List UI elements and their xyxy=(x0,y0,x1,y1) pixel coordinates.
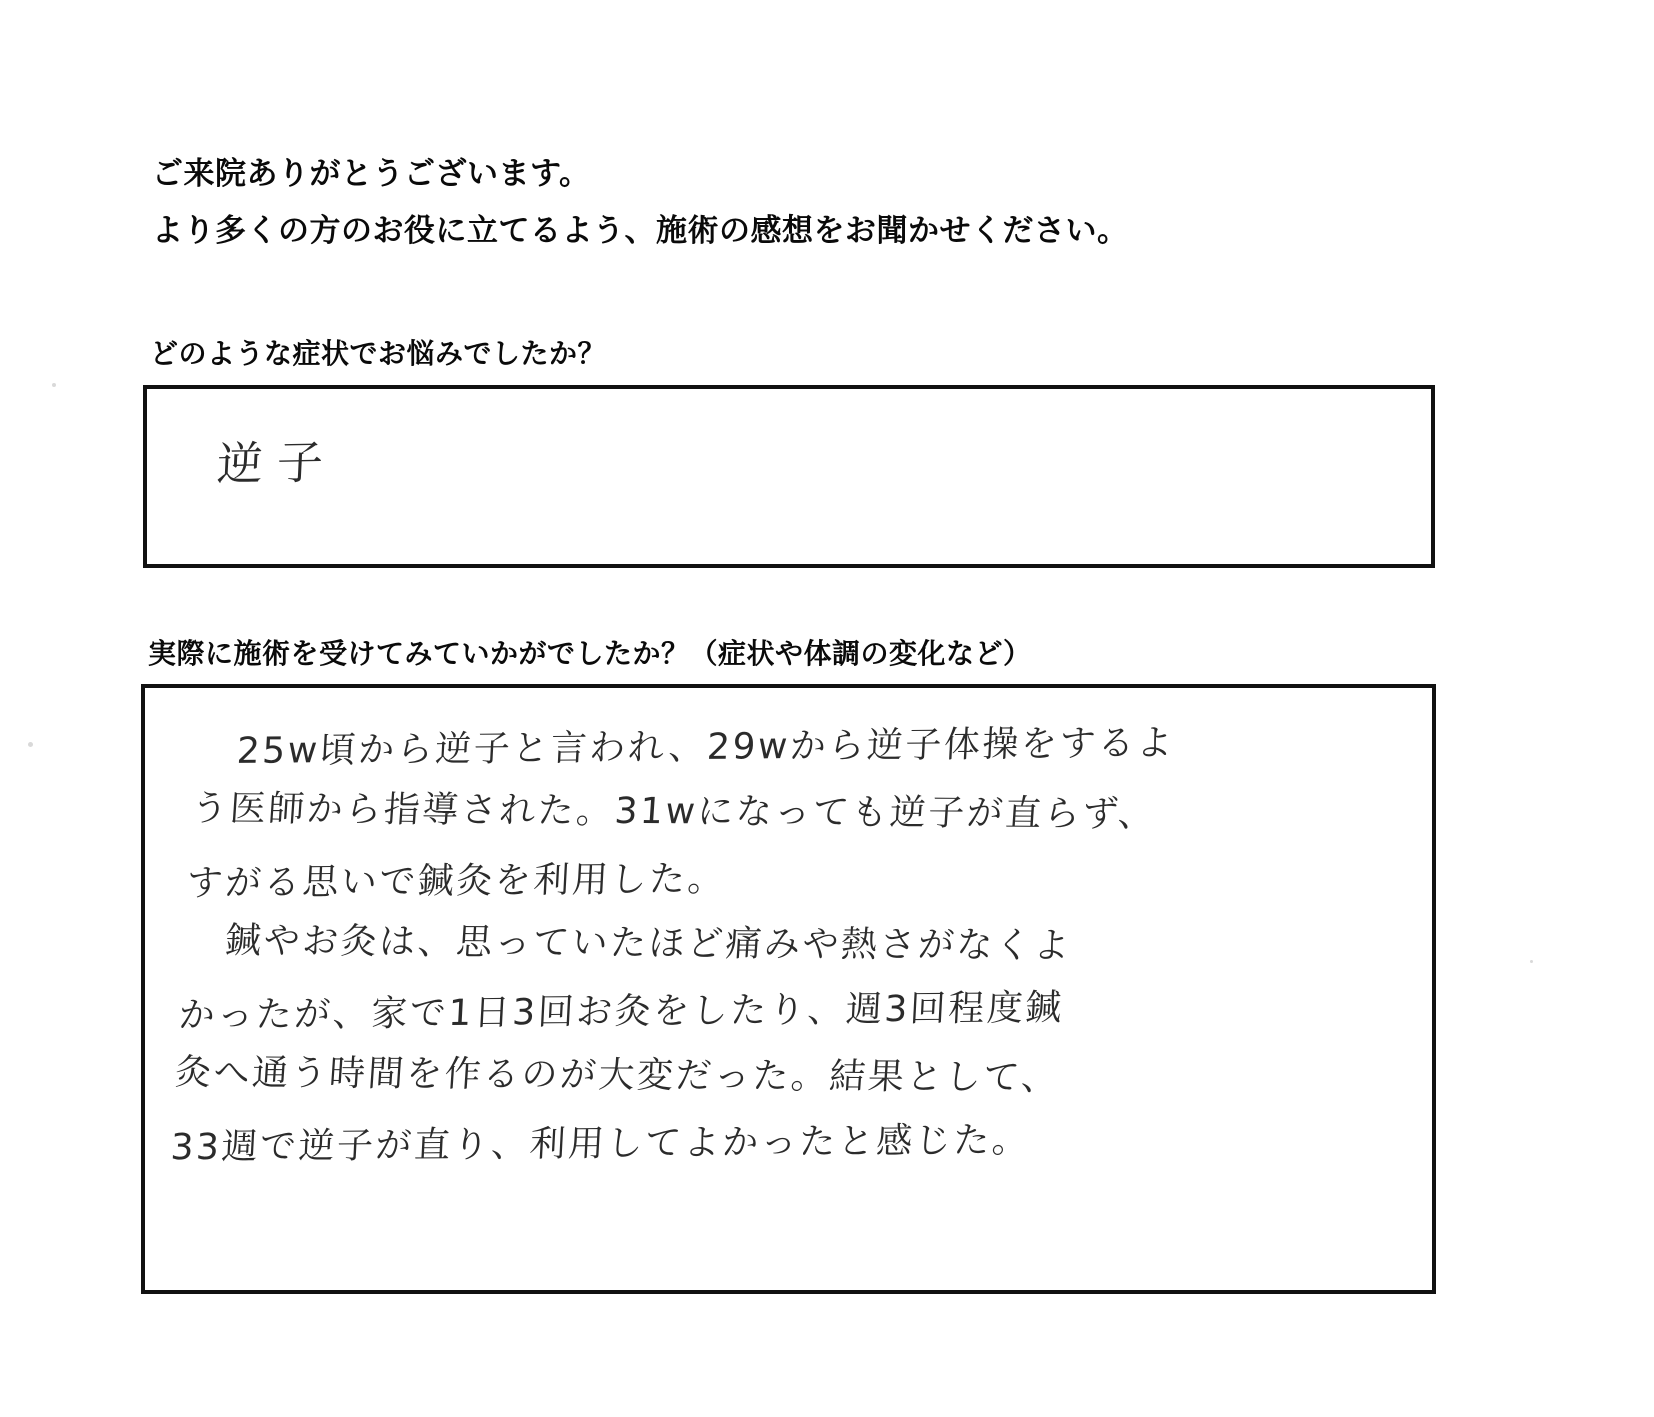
scan-speckle xyxy=(52,383,56,387)
intro-line-2: より多くの方のお役に立てるよう、施術の感想をお聞かせください。 xyxy=(152,213,1129,249)
scan-speckle xyxy=(1530,960,1533,963)
scan-speckle xyxy=(28,742,33,747)
handwritten-line: う医師から指導された。31wになっても逆子が直らず、 xyxy=(189,788,1158,836)
handwritten-line: 25w頃から逆子と言われ、29wから逆子体操をするよ xyxy=(235,722,1177,772)
intro-line-1: ご来院ありがとうございます。 xyxy=(152,156,591,191)
handwritten-line: 33週で逆子が直り、利用してよかったと感じた。 xyxy=(169,1119,1032,1169)
handwritten-line: 鍼やお灸は、思っていたほど痛みや熱さがなくよ xyxy=(223,920,1074,967)
intro-text xyxy=(152,145,1472,260)
answer-box-symptom[interactable] xyxy=(143,385,1435,568)
handwritten-line: 灸へ通う時間を作るのが大変だった。結果として、 xyxy=(173,1052,1062,1099)
handwritten-line: かったが、家で1日3回お灸をしたり、週3回程度鍼 xyxy=(177,987,1065,1037)
handwritten-line: すがる思いで鍼灸を利用した。 xyxy=(185,858,728,905)
question-label-impression: 実際に施術を受けてみていかがでしたか？（症状や体調の変化など） xyxy=(148,638,1032,669)
question-label-symptom: どのような症状でお悩みでしたか？ xyxy=(150,338,607,369)
handwritten-answer-impression xyxy=(169,714,1412,1176)
answer-box-impression[interactable] xyxy=(141,684,1436,1294)
handwritten-answer-symptom: 逆子 xyxy=(215,434,339,492)
